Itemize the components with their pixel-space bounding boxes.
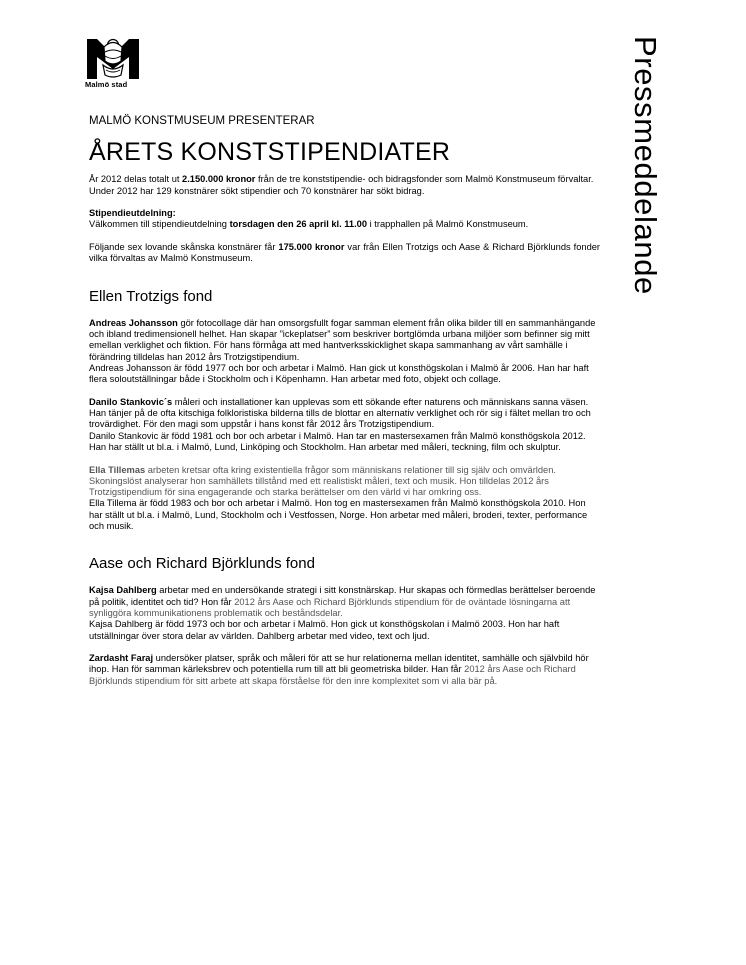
artist-name: Andreas Johansson bbox=[89, 317, 178, 328]
intro-text-a: År 2012 delas totalt ut bbox=[89, 174, 183, 185]
six-text-c: var från Ellen Trotzigs och Aase & Richard Björklunds fonder vilka förvaltas av Malmö Konstmuseum. bbox=[89, 242, 601, 264]
artist-kajsa-dahlberg bbox=[89, 585, 600, 641]
malmo-coat-of-arms-icon bbox=[85, 35, 141, 79]
artist-name: Ella Tillemas bbox=[89, 464, 146, 475]
ceremony-date: torsdagen den 26 april kl. 11.00 bbox=[229, 219, 368, 230]
press-release-body bbox=[89, 116, 600, 698]
kicker: MALMÖ KONSTMUSEUM PRESENTERAR bbox=[89, 115, 315, 127]
artist-text-scholarship: 2012 års Aase och Richard Björklunds stipendium för sitt arbete att skapa förståelse för den inre komplexitet som vi alla bär på. bbox=[89, 664, 576, 686]
logo-text: Malmö stad bbox=[85, 80, 128, 89]
section-heading-ellen-trotzig: Ellen Trotzigs fond bbox=[89, 287, 213, 305]
ceremony-text-c: i trapphallen på Malmö Konstmuseum. bbox=[367, 219, 529, 230]
artist-text: måleri och installationer kan upplevas som ett sökande efter naturens och människans sanna väsen. Han tänjer på de ofta kitschiga folkloristiska bilderna tills de blottar en alternativ verklighet och rör sig i fältet mellan tro och trovärdighet. För den magi som uppstår i hans konst får 2012 års Trotzigstipendium. bbox=[89, 396, 591, 430]
page-title: ÅRETS KONSTSTIPENDIATER bbox=[89, 138, 451, 167]
artist-text: undersöker platser, språk och måleri för att se hur relationerna mellan identitet, samhälle och självbild hör ihop. Han för samman kärleksbrev och potentiella rum till att bli geometriska bilder. Han får bbox=[89, 653, 589, 675]
artist-text: arbeten kretsar ofta kring existentiella frågor som människans relationer till sig själv och omvärlden. Skoningslöst analyserar hon samhällets tillstånd med ett realistiskt måleri, text och musik. Hon tilldelas 2012 års Trotzigstipendium för sina engagerande och starka berättelser om den värld vi har omkring oss. bbox=[89, 464, 556, 498]
side-label bbox=[628, 36, 663, 326]
artist-bio: Andreas Johansson är född 1977 och bor och arbetar i Malmö. Han gick ut konsthögskolan i Malmö år 2006. Han har haft flera soloutställningar både i Stockholm och i Köpenhamn. Han arbetar med foto, objekt och collage. bbox=[89, 362, 589, 385]
intro-text-c: från de tre konststipendie- och bidragsfonder som Malmö Konstmuseum förvaltar. Under 2012 har 129 konstnärer sökt stipendier och 70 konstnärer har sökt bidrag. bbox=[89, 174, 594, 196]
artist-name: Kajsa Dahlberg bbox=[89, 585, 157, 596]
artist-bio: Ella Tillema är född 1983 och bor och arbetar i Malmö. Hon tog en mastersexamen från Malmö konsthögskola 2010. Hon har ställt ut bl.a. i Malmö, Lund, Stockholm och i Vestfossen, Norge. Hon arbetar med måleri, broderi, texter, performance och musik. bbox=[89, 498, 588, 532]
logo bbox=[85, 35, 143, 89]
artist-andreas-johansson bbox=[89, 318, 600, 386]
section-heading-aase-richard-bjorklund: Aase och Richard Björklunds fond bbox=[89, 555, 315, 573]
intro-amount: 2.150.000 kronor bbox=[182, 174, 256, 185]
artist-name: Zardasht Faraj bbox=[89, 653, 154, 664]
intro-paragraph bbox=[89, 174, 600, 197]
ceremony-paragraph bbox=[89, 208, 600, 231]
artist-danilo-stankovic bbox=[89, 397, 600, 453]
artist-bio: Danilo Stankovic är född 1981 och bor och arbetar i Malmö. Han tar en mastersexamen från Malmö konsthögskola 2012. Han har ställt ut bl.a. i Malmö, Lund, Linköping och Stockholm. Han arbetar med måleri, teckning, film och skulptur. bbox=[89, 430, 586, 452]
artist-text: gör fotocollage där han omsorgsfullt fogar samman element från olika bilder till en sammanhängande och ibland tredimensionell helhet. Han skapar ”ickeplatser” som beskriver bortglömda urbana miljöer som befinner sig mitt emellan verklighet och fiktion. För hans förmåga att med hantverksskicklighet skapa sammanhang av vårt samhälle i förändring tilldelas han 2012 års Trotzigstipendium. bbox=[89, 317, 596, 362]
artist-text-scholarship: 2012 års Aase och Richard Björklunds stipendium för de oväntade lösningarna att synliggöra kommunikationens problematik och beståndsdelar. bbox=[89, 596, 571, 618]
artist-text: arbetar med en undersökande strategi i sitt konstnärskap. Hur skapas och förmedlas berättelser beroende på politik, identitet och tid? Hon får bbox=[89, 585, 596, 607]
side-label-text: Pressmeddelande bbox=[628, 36, 663, 295]
six-artists-paragraph bbox=[89, 242, 600, 265]
six-amount: 175.000 kronor bbox=[278, 242, 345, 253]
six-text-a: Följande sex lovande skånska konstnärer får bbox=[89, 242, 279, 253]
ceremony-text-a: Välkommen till stipendieutdelning bbox=[89, 219, 230, 230]
ceremony-heading: Stipendieutdelning: bbox=[89, 208, 176, 219]
artist-bio: Kajsa Dahlberg är född 1973 och bor och arbetar i Malmö. Hon gick ut konsthögskolan i Malmö 2003. Hon har haft utställningar över stora delar av världen. Dahlberg arbetar med video, text och ljud. bbox=[89, 619, 560, 641]
artist-name: Danilo Stankovic´s bbox=[89, 396, 173, 407]
artist-ella-tillema bbox=[89, 465, 600, 533]
artist-zardasht-faraj bbox=[89, 653, 600, 687]
